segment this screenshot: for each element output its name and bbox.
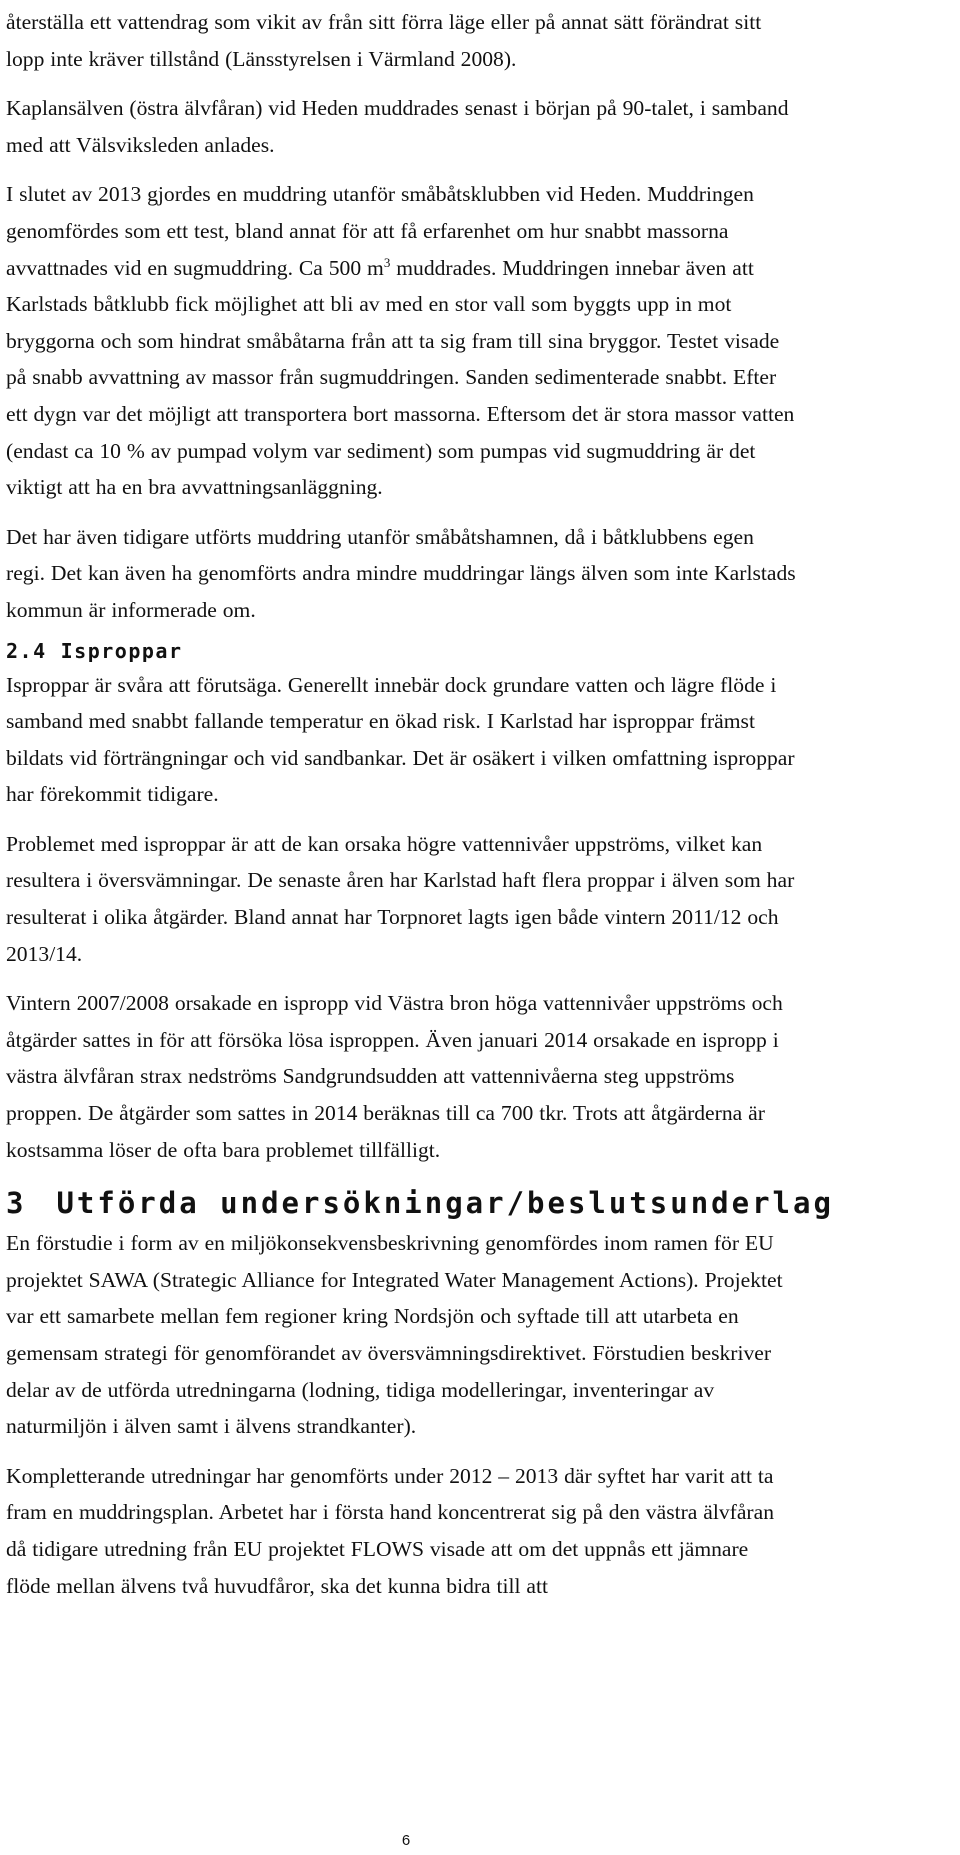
paragraph-vintern-2007: Vintern 2007/2008 orsakade en ispropp vid Västra bron höga vattennivåer uppströms och åtgärder sattes in för att försöka lösa isproppen. Även januari 2014 orsakade en ispropp i västra älvfåran strax nedströms Sandgrundsudden att vattennivåerna steg uppströms proppen. De åtgärder som sattes in 2014 beräknas till ca 700 tkr. Trots att åtgärderna är kostsamma löser de ofta bara problemet tillfälligt. (6, 991, 783, 1162)
document-body (6, 4, 834, 1604)
section-title: Isproppar (60, 638, 183, 663)
paragraph-muddring-2013-part-a: I slutet av 2013 gjordes en muddring utanför småbåtsklubben vid Heden. Muddringen genomfördes som ett test, bland annat för att få erfarenhet om hur snabbt massorna avvattnades vid en sugmuddring. Ca 500 m (6, 182, 754, 280)
section-heading-isproppar (6, 635, 796, 667)
section-number: 3 (6, 1186, 27, 1221)
paragraph-isproppar-problem: Problemet med isproppar är att de kan orsaka högre vattennivåer uppströms, vilket kan resultera i översvämningar. De senaste åren har Karlstad haft flera proppar i älven som har resulterat i olika åtgärder. Bland annat har Torpnoret lagts igen både vintern 2011/12 och 2013/14. (6, 831, 795, 966)
paragraph-muddring-2013-part-b: muddrades. Muddringen innebar även att Karlstads båtklubb fick möjlighet att bli av med en stor vall som byggts upp in mot bryggorna och som hindrat småbåtarna från att ta sig fram till sina bryggor. Testet visade på snabb avvattning av massor från sugmuddringen. Sanden sedimenterade snabbt. Efter ett dygn var det möjligt att transportera bort massorna. Eftersom det är stora massor vatten (endast ca 10 % av pumpad volym var sediment) som pumpas vid sugmuddring är det viktigt att ha en bra avvattningsanläggning. (6, 255, 795, 500)
paragraph-isproppar-intro: Isproppar är svåra att förutsäga. Generellt innebär dock grundare vatten och lägre flöde i samband med snabbt fallande temperatur en ökad risk. I Karlstad har isproppar främst bildats vid förträngningar och vid sandbankar. Det är osäkert i vilken omfattning isproppar har förekommit tidigare. (6, 672, 795, 807)
paragraph-forstudie: En förstudie i form av en miljökonsekvensbeskrivning genomfördes inom ramen för EU projektet SAWA (Strategic Alliance for Integrated Water Management Actions). Projektet var ett samarbete mellan fem regioner kring Nordsjön och syftade till att utarbeta en gemensam strategi för genomförandet av översvämningsdirektivet. Förstudien beskriver delar av de utförda utredningarna (lodning, tidiga modelleringar, inventeringar av naturmiljön i älven samt i älvens strandkanter). (6, 1231, 783, 1439)
section-title: Utförda undersökningar/beslutsunderlag (56, 1186, 834, 1221)
paragraph-tidigare-muddring: Det har även tidigare utförts muddring utanför småbåtshamnen, då i båtklubbens egen regi. Det kan även ha genomförts andra mindre muddringar längs älven som inte Karlstads kommun är informerade om. (6, 524, 796, 622)
paragraph-muddring-2013 (6, 176, 796, 505)
paragraph-lansstyrelsen: återställa ett vattendrag som vikit av från sitt förra läge eller på annat sätt förändrat sitt lopp inte kräver tillstånd (Länsstyrelsen i Värmland 2008). (6, 10, 762, 71)
paragraph-kompletterande: Kompletterande utredningar har genomförts under 2012 – 2013 där syftet har varit att ta fram en muddringsplan. Arbetet har i första hand koncentrerat sig på den västra älvfåran då tidigare utredning från EU projektet FLOWS visade att om det uppnås ett jämnare flöde mellan älvens två huvudfåror, ska det kunna bidra till att (6, 1463, 774, 1598)
section-number: 2.4 (6, 638, 47, 663)
section-heading-undersokningar (6, 1181, 834, 1225)
superscript-cubic: 3 (383, 254, 391, 270)
page-number: 6 (401, 1832, 411, 1849)
paragraph-kaplansalven: Kaplansälven (östra älvfåran) vid Heden muddrades senast i början på 90-talet, i samband med att Välsviksleden anlades. (6, 96, 789, 157)
